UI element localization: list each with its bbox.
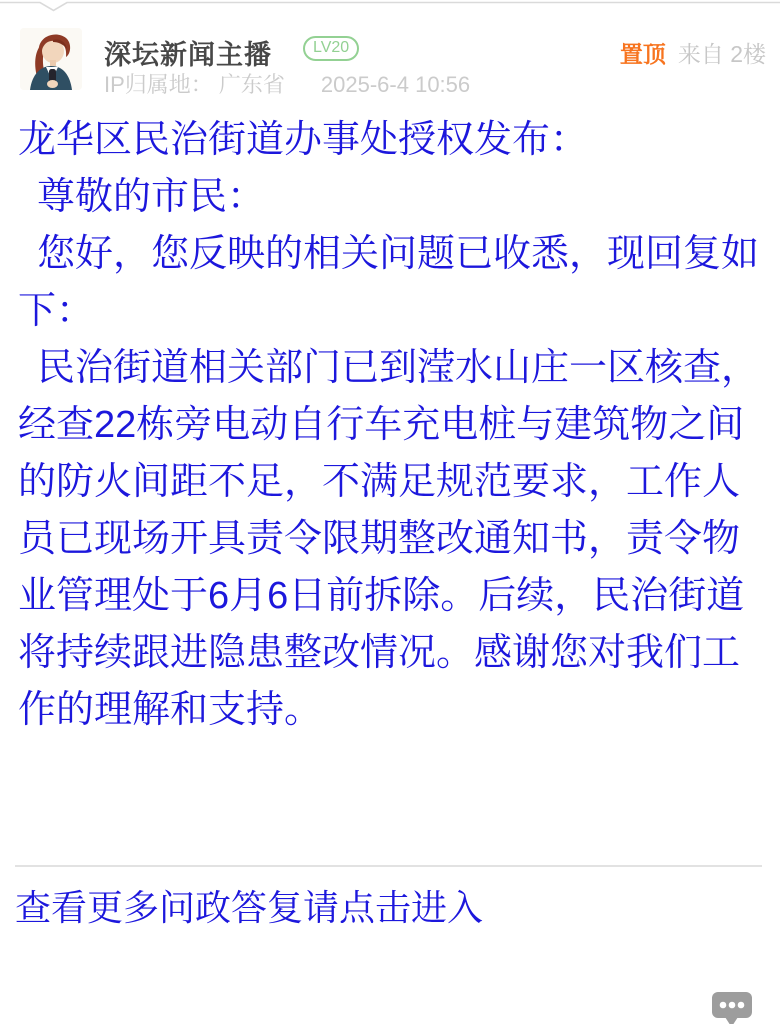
level-badge: LV20	[303, 36, 359, 61]
post-paragraph: 尊敬的市民：	[18, 176, 266, 218]
timestamp: 2025-6-4 10:56	[320, 72, 471, 97]
header-right-group	[620, 36, 766, 69]
comment-ellipsis-icon	[711, 991, 757, 1024]
post-paragraph: 民治街道相关部门已到滢水山庄一区核查，经查22栋旁电动自行车充电桩与建筑物之间的防火间距不足，不满足规范要求，工作人员已现场开具责令限期整改通知书，责令物业管理处于6月6日前拆除。后续，民治街道将持续跟进隐患整改情况。感谢您对我们工作的理解和支持。	[18, 347, 760, 731]
post-meta	[104, 68, 470, 99]
post-paragraph: 您好，您反映的相关问题已收悉，现回复如下：	[18, 233, 760, 332]
username[interactable]: 深坛新闻主播	[104, 40, 272, 70]
news-anchor-avatar-icon	[20, 28, 82, 90]
more-replies-link[interactable]: 查看更多问政答复请点击进入	[15, 887, 484, 928]
post-paragraph: 龙华区民治街道办事处授权发布：	[18, 119, 589, 161]
floor-label: 来自 2楼	[677, 41, 766, 67]
comment-bubble-button[interactable]	[711, 991, 757, 1024]
post-header	[0, 0, 780, 106]
pinned-badge: 置顶	[619, 41, 666, 67]
ip-location: IP归属地： 广东省	[104, 72, 285, 97]
user-avatar[interactable]	[20, 28, 82, 90]
post-body	[18, 112, 762, 739]
footer-divider	[15, 865, 762, 867]
